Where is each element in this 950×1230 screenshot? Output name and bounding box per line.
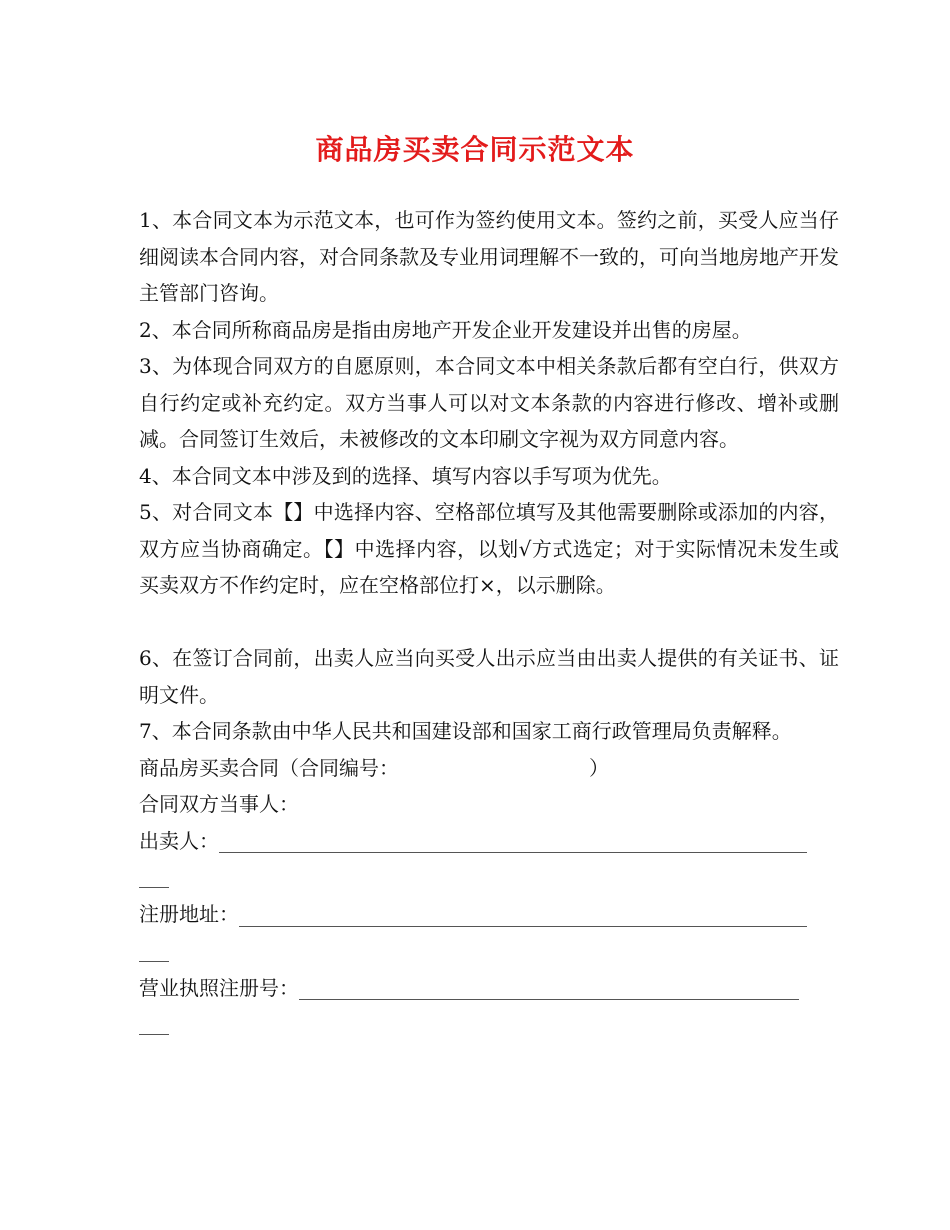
instruction-6: 6、在签订合同前，出卖人应当向买受人出示应当由出卖人提供的有关证书、证明文件。 xyxy=(139,646,839,707)
address-field-row xyxy=(139,896,839,933)
license-blank-tail xyxy=(139,1006,169,1035)
seller-blank-tail xyxy=(139,859,169,888)
instruction-1: 1、本合同文本为示范文本，也可作为签约使用文本。签约之前，买受人应当仔细阅读本合同内容，对合同条款及专业用词理解不一致的，可向当地房地产开发主管部门咨询。 xyxy=(139,208,839,305)
license-field-row xyxy=(139,970,839,1007)
seller-label: 出卖人： xyxy=(139,828,219,853)
address-label: 注册地址： xyxy=(139,902,239,926)
instruction-3: 3、为体现合同双方的自愿原则，本合同文本中相关条款后都有空白行，供双方自行约定或补充约定。双方当事人可以对文本条款的内容进行修改、增补或删减。合同签订生效后，未被修改的文本印刷文字视为双方同意内容。 xyxy=(139,354,839,451)
document-title: 商品房买卖合同示范文本 xyxy=(315,133,635,166)
contract-number-line: 商品房买卖合同（合同编号： ） xyxy=(139,755,609,780)
document-body xyxy=(139,202,839,1035)
instruction-2: 2、本合同所称商品房是指由房地产开发企业开发建设并出售的房屋。 xyxy=(139,317,752,342)
address-blank-tail xyxy=(139,933,169,962)
seller-field-row xyxy=(139,823,839,860)
instruction-5: 5、对合同文本【】中选择内容、空格部位填写及其他需要删除或添加的内容，双方应当协商确定。【】中选择内容，以划√方式选定；对于实际情况未发生或买卖双方不作约定时，应在空格部位打×，以示删除。 xyxy=(139,500,839,597)
license-blank-line[interactable] xyxy=(299,971,799,1000)
seller-blank-line[interactable] xyxy=(219,824,807,853)
paragraph-gap xyxy=(139,604,839,641)
license-label: 营业执照注册号： xyxy=(139,975,299,1000)
parties-heading: 合同双方当事人： xyxy=(139,792,299,816)
address-blank-line[interactable] xyxy=(239,898,807,927)
instruction-4: 4、本合同文本中涉及到的选择、填写内容以手写项为优先。 xyxy=(139,463,672,488)
instruction-7: 7、本合同条款由中华人民共和国建设部和国家工商行政管理局负责解释。 xyxy=(139,719,792,743)
